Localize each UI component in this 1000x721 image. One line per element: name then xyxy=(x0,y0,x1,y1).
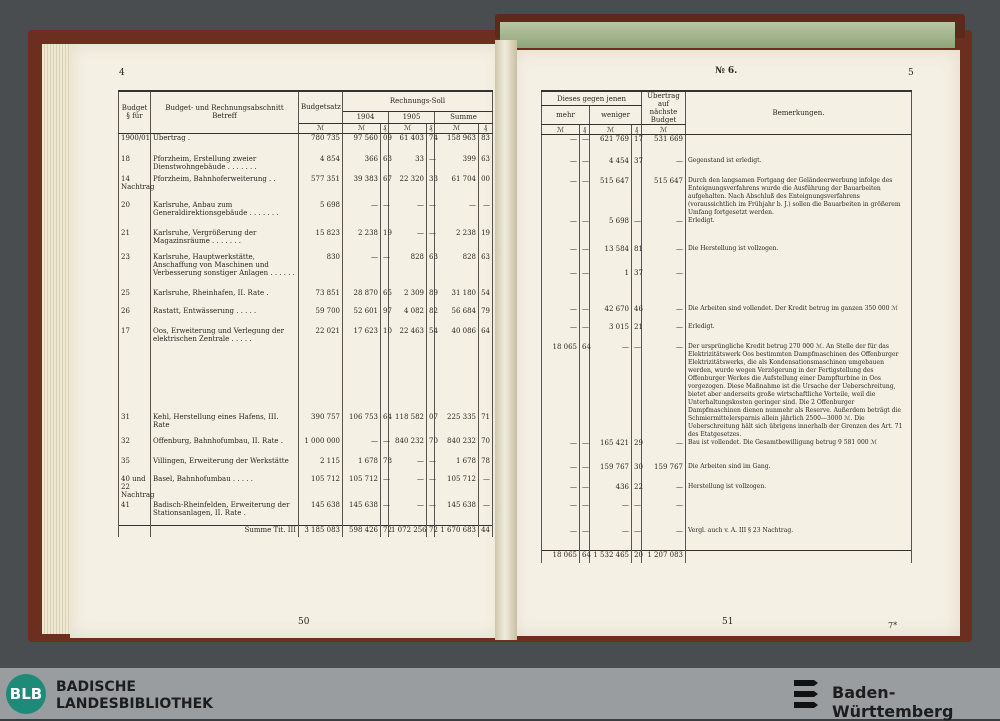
mehr-value: — xyxy=(542,501,580,527)
mehr-pf: — xyxy=(580,483,590,501)
row-title: Offenburg, Bahnhofumbau, II. Rate . xyxy=(151,437,299,457)
weniger-value: 5 698 xyxy=(590,217,632,245)
pf-1904: 64 xyxy=(381,413,389,437)
uebertrag-value: — xyxy=(642,217,686,245)
table-row xyxy=(119,413,493,437)
remark: Gegenstand ist erledigt. xyxy=(686,157,912,177)
weniger-value: — xyxy=(590,501,632,527)
remark: Durch den langsamen Fortgang der Geländeerwerbung infolge des Enteignungsverfahrens wurde die Ausführung der Bauarbeiten aufgehalten. Nach Abschluß des Enteignungsverfahrens (voraussichtlich im Frühjahr b. J.) sollen die Bauarbeiten in größerem Umfang fortgesetzt werden. xyxy=(686,177,912,217)
pf-1905: 74 xyxy=(427,133,435,155)
remark: Die Arbeiten sind vollendet. Der Kredit betrug im ganzen 350 000 ℳ xyxy=(686,305,912,323)
budgetsatz-value: 4 854 xyxy=(299,155,343,175)
remark xyxy=(686,501,912,527)
table-row xyxy=(542,343,912,439)
budget-number: 31 xyxy=(119,413,151,437)
weniger-pf: 37 xyxy=(632,269,642,305)
pf-1904: 67 xyxy=(381,175,389,201)
value-summe: — xyxy=(435,201,479,229)
uebertrag-value: — xyxy=(642,343,686,439)
uebertrag-value: — xyxy=(642,501,686,527)
value-1905: — xyxy=(389,201,427,229)
weniger-pf xyxy=(632,177,642,217)
sum-mehr-pf: 64 xyxy=(580,551,590,563)
pf-1905: — xyxy=(427,155,435,175)
mehr-value: — xyxy=(542,439,580,463)
value-summe: 105 712 xyxy=(435,475,479,501)
budgetsatz-value: 577 351 xyxy=(299,175,343,201)
budget-number: 1900/01 xyxy=(119,133,151,155)
sum-label: Summe Tit. III xyxy=(151,525,299,537)
pf-1904: — xyxy=(381,201,389,229)
row-title: Karlsruhe, Vergrößerung der Magazinsräume . . . . . . . xyxy=(151,229,299,253)
sum-row xyxy=(119,525,493,537)
mehr-pf: — xyxy=(580,527,590,551)
pf-summe: 64 xyxy=(479,327,493,413)
mehr-value: — xyxy=(542,135,580,157)
value-1905: 828 xyxy=(389,253,427,289)
pf-1904: 65 xyxy=(381,289,389,307)
value-1904: 17 623 xyxy=(343,327,381,413)
unit-mark: ℳ xyxy=(590,125,632,135)
col-mehr: mehr xyxy=(542,106,590,125)
weniger-value: 42 670 xyxy=(590,305,632,323)
budgetsatz-value: 15 823 xyxy=(299,229,343,253)
value-1904: 52 601 xyxy=(343,307,381,327)
table-row xyxy=(542,463,912,483)
pf-1904: — xyxy=(381,501,389,525)
pf-1905: 63 xyxy=(427,253,435,289)
table-row xyxy=(542,305,912,323)
right-corner-number: 5 xyxy=(908,68,914,78)
budgetsatz-value: 22 021 xyxy=(299,327,343,413)
value-summe: 31 180 xyxy=(435,289,479,307)
pf-1905: — xyxy=(427,475,435,501)
pf-1905: 07 xyxy=(427,413,435,437)
weniger-value: 4 454 xyxy=(590,157,632,177)
table-row xyxy=(119,437,493,457)
unit-mark: ℳ xyxy=(542,125,580,135)
pf-1904: 09 xyxy=(381,133,389,155)
col-bemerkungen: Bemerkungen. xyxy=(686,91,912,135)
pf-summe: 83 xyxy=(479,133,493,155)
unit-mark: ℳ xyxy=(299,123,343,133)
sum-summe: 1 670 683 xyxy=(435,525,479,537)
value-1904: 145 638 xyxy=(343,501,381,525)
budgetsatz-value: 830 xyxy=(299,253,343,289)
value-1905: 118 582 xyxy=(389,413,427,437)
budgetsatz-value: 2 115 xyxy=(299,457,343,475)
budget-number: 23 xyxy=(119,253,151,289)
value-summe: 61 704 xyxy=(435,175,479,201)
value-summe: 828 xyxy=(435,253,479,289)
pf-1905: — xyxy=(427,201,435,229)
uebertrag-value: — xyxy=(642,245,686,269)
weniger-value: — xyxy=(590,343,632,439)
value-1905: — xyxy=(389,501,427,525)
mehr-value: — xyxy=(542,323,580,343)
pf-1904: 78 xyxy=(381,457,389,475)
mehr-pf: — xyxy=(580,323,590,343)
weniger-pf: — xyxy=(632,501,642,527)
value-summe: 40 086 xyxy=(435,327,479,413)
remark: Vergl. auch v. A. III § 23 Nachtrag. xyxy=(686,527,912,551)
right-corner-mark: 7* xyxy=(888,621,898,630)
unit-pf: ₰ xyxy=(381,123,389,133)
uebertrag-value: — xyxy=(642,527,686,551)
remark: Die Herstellung ist vollzogen. xyxy=(686,245,912,269)
row-title: Karlsruhe, Hauptwerkstätte, Anschaffung von Maschinen und Verbesserung sonstiger Anlagen . . . . . . xyxy=(151,253,299,289)
value-1905: 4 082 xyxy=(389,307,427,327)
table-row xyxy=(119,229,493,253)
value-1904: 366 xyxy=(343,155,381,175)
pf-1905: 54 xyxy=(427,327,435,413)
sum-pf-summe: 44 xyxy=(479,525,493,537)
value-1904: 2 238 xyxy=(343,229,381,253)
budget-number: 26 xyxy=(119,307,151,327)
uebertrag-value: — xyxy=(642,483,686,501)
sum-row xyxy=(542,551,912,563)
table-row xyxy=(542,501,912,527)
table-row xyxy=(119,307,493,327)
value-summe: 1 678 xyxy=(435,457,479,475)
value-summe: 225 335 xyxy=(435,413,479,437)
col-summe: Summe xyxy=(435,111,493,123)
budget-number: 18 xyxy=(119,155,151,175)
library-name xyxy=(56,679,213,713)
mehr-value: — xyxy=(542,305,580,323)
value-1904: 28 870 xyxy=(343,289,381,307)
pf-1904: — xyxy=(381,253,389,289)
budget-number: 41 xyxy=(119,501,151,525)
weniger-pf: 22 xyxy=(632,483,642,501)
value-1904: — xyxy=(343,437,381,457)
remark: Herstellung ist vollzogen. xyxy=(686,483,912,501)
weniger-value: 621 769 xyxy=(590,135,632,157)
unit-mark: ℳ xyxy=(642,125,686,135)
mehr-value: — xyxy=(542,217,580,245)
budgetsatz-value: 1 000 000 xyxy=(299,437,343,457)
left-table xyxy=(118,90,493,537)
col-weniger: weniger xyxy=(590,106,642,125)
budget-number: 35 xyxy=(119,457,151,475)
mehr-value: — xyxy=(542,157,580,177)
pf-summe: 70 xyxy=(479,437,493,457)
pf-summe: — xyxy=(479,475,493,501)
pf-summe: 63 xyxy=(479,155,493,175)
pf-summe: — xyxy=(479,501,493,525)
weniger-pf: 21 xyxy=(632,323,642,343)
budget-number: 40 und 22 Nachtrag xyxy=(119,475,151,501)
pf-1904: — xyxy=(381,475,389,501)
table-row xyxy=(119,475,493,501)
page-edges xyxy=(500,22,955,48)
col-uebertrag: Übertrag auf nächste Budget xyxy=(642,91,686,125)
value-1904: 106 753 xyxy=(343,413,381,437)
unit-pf: ₰ xyxy=(427,123,435,133)
pf-summe: 78 xyxy=(479,457,493,475)
weniger-value: 159 767 xyxy=(590,463,632,483)
right-page-number: 51 xyxy=(722,617,734,627)
sum-pf-1905: 72 xyxy=(427,525,435,537)
state-name[interactable]: Baden-Württemberg xyxy=(832,683,954,721)
mehr-pf: — xyxy=(580,501,590,527)
uebertrag-value: — xyxy=(642,323,686,343)
row-title: Übertrag . xyxy=(151,133,299,155)
mehr-value: 18 065 xyxy=(542,343,580,439)
table-row xyxy=(542,177,912,217)
budgetsatz-value: 59 700 xyxy=(299,307,343,327)
pf-1904: 19 xyxy=(381,229,389,253)
weniger-pf: 81 xyxy=(632,245,642,269)
mehr-value: — xyxy=(542,177,580,217)
weniger-value: 3 015 xyxy=(590,323,632,343)
mehr-pf: — xyxy=(580,463,590,483)
row-title: Oos, Erweiterung und Verlegung der elektrischen Zentrale . . . . . xyxy=(151,327,299,413)
mehr-pf: — xyxy=(580,157,590,177)
pf-1905: 89 xyxy=(427,289,435,307)
mehr-pf: — xyxy=(580,135,590,157)
mehr-value: — xyxy=(542,269,580,305)
weniger-pf: 37 xyxy=(632,157,642,177)
sum-blank xyxy=(119,525,151,537)
left-page-number: 50 xyxy=(298,617,310,627)
pf-1905: 82 xyxy=(427,307,435,327)
value-summe: 56 684 xyxy=(435,307,479,327)
row-title: Basel, Bahnhofumbau . . . . . xyxy=(151,475,299,501)
unit-pf: ₰ xyxy=(580,125,590,135)
mehr-pf: — xyxy=(580,217,590,245)
pf-1905: 33 xyxy=(427,175,435,201)
sum-remark-blank xyxy=(686,551,912,563)
value-summe: 145 638 xyxy=(435,501,479,525)
table-row xyxy=(119,201,493,229)
right-header-number: № 6. xyxy=(715,66,738,76)
table-row xyxy=(542,527,912,551)
table-row xyxy=(542,439,912,463)
pf-summe: 19 xyxy=(479,229,493,253)
row-title: Karlsruhe, Rheinhafen, II. Rate . xyxy=(151,289,299,307)
unit-mark: ℳ xyxy=(389,123,427,133)
sum-uebertrag: 1 207 083 xyxy=(642,551,686,563)
weniger-pf: 30 xyxy=(632,463,642,483)
weniger-pf: — xyxy=(632,527,642,551)
pf-1904: 63 xyxy=(381,155,389,175)
remark xyxy=(686,269,912,305)
table-row xyxy=(119,133,493,155)
table-row xyxy=(119,253,493,289)
col-budget: Budget § für xyxy=(119,91,151,133)
pf-summe: 71 xyxy=(479,413,493,437)
pf-1905: — xyxy=(427,457,435,475)
col-budgetsatz: Budgetsatz xyxy=(299,91,343,123)
pf-summe: 79 xyxy=(479,307,493,327)
remark: Die Arbeiten sind im Gang. xyxy=(686,463,912,483)
value-1904: — xyxy=(343,201,381,229)
uebertrag-value: — xyxy=(642,305,686,323)
uebertrag-value: 531 669 xyxy=(642,135,686,157)
budget-number: 14 Nachtrag xyxy=(119,175,151,201)
value-summe: 840 232 xyxy=(435,437,479,457)
mehr-pf: 64 xyxy=(580,343,590,439)
right-table xyxy=(541,90,912,563)
book-gutter xyxy=(495,40,517,640)
mehr-pf: — xyxy=(580,177,590,217)
table-row xyxy=(542,483,912,501)
col-1905: 1905 xyxy=(389,111,435,123)
table-row xyxy=(119,289,493,307)
weniger-value: 1 xyxy=(590,269,632,305)
remark: Der ursprüngliche Kredit betrug 270 000 ℳ. An Stelle der für das Elektrizitätswerk Oos bestimmten Dampfmaschinen des Offenburger Elektrizitätswerks, die als Kondensationsmaschinen umgebauen werden, wurde wegen Verzögerung in der Fertigstellung des Offenburger Werkes die Aufstellung einer Dampfturbine in Oos vorgezogen. Diese Maßnahme ist die Ursache der Ueberschreitung, bietet aber anderseits große wirtschaftliche Vorteile, weil die Unterhaltungskosten geringer sind. Die 2 Offenburger Dampfmaschinen dienen nunmehr als Reserve. Außerdem beträgt die Schmiermittelersparnis allein jährlich 2500—3000 ℳ. Die Ueberschreitung hält sich übrigens innerhalb der Grenzen des Art. 71 des Etatgesetzes. xyxy=(686,343,912,439)
row-title: Rastatt, Entwässerung . . . . . xyxy=(151,307,299,327)
row-title: Badisch-Rheinfelden, Erweiterung der Stationsanlagen, II. Rate . xyxy=(151,501,299,525)
row-title: Kehl, Herstellung eines Hafens, III. Rate xyxy=(151,413,299,437)
weniger-value: 165 421 xyxy=(590,439,632,463)
budgetsatz-value: 73 851 xyxy=(299,289,343,307)
mehr-value: — xyxy=(542,527,580,551)
sum-pf-1904: 72 xyxy=(381,525,389,537)
budgetsatz-value: 145 638 xyxy=(299,501,343,525)
budgetsatz-value: 390 757 xyxy=(299,413,343,437)
table-row xyxy=(542,245,912,269)
weniger-pf: — xyxy=(632,217,642,245)
mehr-pf: — xyxy=(580,305,590,323)
table-row xyxy=(119,327,493,413)
weniger-value: 436 xyxy=(590,483,632,501)
mehr-pf: — xyxy=(580,245,590,269)
pf-1905: 70 xyxy=(427,437,435,457)
value-1905: 22 320 xyxy=(389,175,427,201)
uebertrag-value: — xyxy=(642,269,686,305)
mehr-pf: — xyxy=(580,269,590,305)
value-1904: 105 712 xyxy=(343,475,381,501)
value-1905: — xyxy=(389,457,427,475)
value-1905: — xyxy=(389,475,427,501)
value-1905: — xyxy=(389,229,427,253)
budget-number: 17 xyxy=(119,327,151,413)
uebertrag-value: — xyxy=(642,439,686,463)
budgetsatz-value: 5 698 xyxy=(299,201,343,229)
unit-pf: ₰ xyxy=(479,123,493,133)
mehr-value: — xyxy=(542,483,580,501)
table-row xyxy=(542,157,912,177)
mehr-value: — xyxy=(542,245,580,269)
sum-1905: 1 072 256 xyxy=(389,525,427,537)
remark: Erledigt. xyxy=(686,323,912,343)
sum-mehr: 18 065 xyxy=(542,551,580,563)
value-1905: 840 232 xyxy=(389,437,427,457)
value-1905: 33 xyxy=(389,155,427,175)
table-row xyxy=(119,501,493,525)
weniger-pf: — xyxy=(632,343,642,439)
row-title: Karlsruhe, Anbau zum Generaldirektionsgebäude . . . . . . . xyxy=(151,201,299,229)
unit-mark: ℳ xyxy=(343,123,381,133)
sum-weniger-pf: 20 xyxy=(632,551,642,563)
pf-1904: 97 xyxy=(381,307,389,327)
pf-1904: 10 xyxy=(381,327,389,413)
value-summe: 399 xyxy=(435,155,479,175)
unit-pf: ₰ xyxy=(632,125,642,135)
col-rechnungs-soll: Rechnungs-Soll xyxy=(343,91,493,111)
weniger-value: 13 584 xyxy=(590,245,632,269)
remark: Bau ist vollendet. Die Gesamtbewilligung betrug 9 581 000 ℳ xyxy=(686,439,912,463)
pf-1905: — xyxy=(427,501,435,525)
value-1904: — xyxy=(343,253,381,289)
blb-logo[interactable]: BLB xyxy=(6,674,46,714)
budgetsatz-value: 780 735 xyxy=(299,133,343,155)
weniger-pf: 46 xyxy=(632,305,642,323)
budget-number: 21 xyxy=(119,229,151,253)
pf-summe: 54 xyxy=(479,289,493,307)
value-1904: 39 383 xyxy=(343,175,381,201)
pf-1904: — xyxy=(381,437,389,457)
pf-summe: 63 xyxy=(479,253,493,289)
pf-1905: — xyxy=(427,229,435,253)
row-title: Pforzheim, Erstellung zweier Dienstwohngebäude . . . . . . . xyxy=(151,155,299,175)
pf-summe: — xyxy=(479,201,493,229)
table-row xyxy=(542,323,912,343)
uebertrag-value: 159 767 xyxy=(642,463,686,483)
row-title: Pforzheim, Bahnhoferweiterung . . xyxy=(151,175,299,201)
library-name-line1: BADISCHE xyxy=(56,679,136,695)
table-row xyxy=(119,175,493,201)
pf-summe: 00 xyxy=(479,175,493,201)
col-dieses-gegen-jenen: Dieses gegen jenen xyxy=(542,91,642,106)
budget-number: 32 xyxy=(119,437,151,457)
table-row xyxy=(119,457,493,475)
remark xyxy=(686,135,912,157)
table-row xyxy=(542,217,912,245)
uebertrag-value: — xyxy=(642,157,686,177)
unit-mark: ℳ xyxy=(435,123,479,133)
sum-budgetsatz: 3 185 083 xyxy=(299,525,343,537)
weniger-value: — xyxy=(590,527,632,551)
value-1905: 2 309 xyxy=(389,289,427,307)
weniger-pf: 17 xyxy=(632,135,642,157)
weniger-value: 515 647 xyxy=(590,177,632,217)
value-1905: 22 463 xyxy=(389,327,427,413)
budget-number: 25 xyxy=(119,289,151,307)
left-corner-number: 4 xyxy=(119,68,125,78)
col-title: Budget- und Rechnungsabschnitt Betreff xyxy=(151,91,299,133)
budgetsatz-value: 105 712 xyxy=(299,475,343,501)
library-name-line2: LANDESBIBLIOTHEK xyxy=(56,696,214,712)
row-title: Villingen, Erweiterung der Werkstätte xyxy=(151,457,299,475)
value-summe: 2 238 xyxy=(435,229,479,253)
sum-weniger: 1 532 465 xyxy=(590,551,632,563)
mehr-pf: — xyxy=(580,439,590,463)
remark: Erledigt. xyxy=(686,217,912,245)
table-row xyxy=(542,135,912,157)
value-1905: 61 403 xyxy=(389,133,427,155)
sum-1904: 598 426 xyxy=(343,525,381,537)
uebertrag-value: 515 647 xyxy=(642,177,686,217)
value-1904: 1 678 xyxy=(343,457,381,475)
table-row xyxy=(542,269,912,305)
budget-number: 20 xyxy=(119,201,151,229)
col-1904: 1904 xyxy=(343,111,389,123)
mehr-value: — xyxy=(542,463,580,483)
state-lions-icon xyxy=(790,674,822,714)
value-1904: 97 560 xyxy=(343,133,381,155)
value-summe: 158 963 xyxy=(435,133,479,155)
table-row xyxy=(119,155,493,175)
weniger-pf: 29 xyxy=(632,439,642,463)
